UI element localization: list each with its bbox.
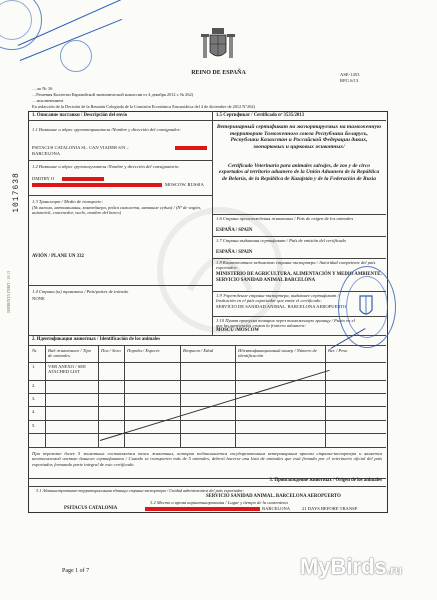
col-weight: Вес / Peso (328, 348, 348, 353)
section1-title: 1. Описание поставки / Descripción del envío (32, 113, 128, 118)
redaction-block (62, 177, 104, 181)
col-id-number: Идентификационный номер / Número de identificación (238, 348, 317, 359)
origin-country-value: ESPAÑA / SPAIN (216, 228, 253, 233)
issuing-country-label: 1.7 Страна выдавшая сертификат / País de emisión del certificado (216, 238, 346, 243)
transport-label: 1.3 Транспорт / Medio de transporte: (32, 199, 104, 204)
form-code: ASE-1453 (340, 72, 360, 77)
consignee-city: MOSCOW. RUSSIA (165, 182, 204, 187)
col-number: № (32, 348, 37, 353)
issuing-country-value: ESPAÑA / SPAIN (216, 250, 253, 255)
certificate-title-ru: Ветеринарный сертификат на экспортируемых на таможенную территорию Таможенного союза Республики Беларусь, Республики Казахстан и Российской Федерации диких, зоопарковых и цирковых животных/ (216, 124, 382, 150)
consignor-label: 1.1 Название и адрес грузоотправителя /Nombre y dirección del consignador: (32, 127, 182, 132)
table-row-number: 3. (32, 396, 36, 401)
admin-unit-value: SERVICIO SANIDAD ANIMAL. BARCELONA AEROPUERTO (206, 494, 341, 499)
transit-value: NONE (32, 296, 45, 301)
reference-line-2: …Решения Коллегии Евразийской экономической комиссии от 4 декабря 2012 г. № 262) (32, 92, 194, 97)
quarantine-place: PSITACUS CATALONIA (64, 506, 118, 511)
border-point-label: 1.10 Пункт пропуска товаров через таможенную границу / Punto en el que las mercancías cruzan la frontera aduanera: (216, 318, 355, 329)
issuing-institution-label: 1.9 Учреждение страны-экспортера, выдавшее сертификат / Institución en el país exportador que emite el certificado: (216, 293, 339, 304)
consignor-city: BARCELONA (32, 151, 61, 156)
certificate-number-label: 1.5 Сертификат / Certificado nº 3535/2013 (216, 113, 305, 118)
quarantine-city: BARCELONA (262, 506, 291, 511)
issuing-institution-value: SERVICIO DE SANIDAD ANIMAL. BARCELONA AEROPUERTO (216, 304, 347, 309)
reference-line-4: En redacción de la Decisión de la Reunión Colegiada de la Comisión Económica Euroasiática del 4 de diciembre de 2012 N°262) (32, 104, 255, 109)
admin-unit-label: 3.1 Административно-территориальная единица страны-экспортера / Unidad administrativa del país exportador: (36, 488, 245, 493)
animals-list-note: При перевозке более 5 животных составляется опись животных, которая подписывается государственным ветеринарным врачом страны-экспортера и является неотъемлемой частью данного сертификата / Cuando se transporten más de 5 animales, deberá hacerse una lista de animales que está firmada por el veterinario oficial del país exportador, formando parte integral de este certificado. (32, 451, 382, 467)
country-title: REINO DE ESPAÑA (191, 70, 246, 76)
watermark-logo-icon (150, 200, 290, 340)
consignee-value: DMITRY O (32, 176, 55, 181)
col-sex: Пол / Sexo (101, 348, 121, 353)
origin-country-label: 1.6 Страна происхождения животных / País de origen de los animales (216, 216, 354, 221)
redaction-block (145, 507, 260, 511)
reference-line-1: …ло № 16 (32, 86, 53, 91)
redaction-block (32, 183, 162, 187)
transit-label: 1.4 Страна (ы) транзита / País/países de tránsito (32, 289, 129, 294)
table-row-number: 2. (32, 383, 36, 388)
serial-number: 1017638 (11, 172, 21, 213)
table-row-number: 1. (32, 364, 36, 369)
competent-authority-label: 1.8 Компетентное ведомство страны-экспортера / Autoridad competente del país exportador: (216, 260, 376, 271)
page-number: Page 1 of 7 (62, 568, 90, 574)
col-type: Вид животного / Tipo de animales (48, 348, 92, 359)
transport-value: AVIÓN / PLANE UN 332 (32, 254, 84, 259)
competent-authority-value: MINISTERIO DE AGRICULTURA, ALIMENTACIÓN Y MEDIO AMBIENTE. SERVICIO SANIDAD ANIMAL BARCELONA (216, 272, 382, 283)
certificate-number: 3535/2013 (283, 113, 305, 118)
col-age: Возраст / Edad (183, 348, 214, 353)
quarantine-duration: 21 DAYS BEFORE TRANSP (302, 506, 358, 511)
certificate-title-es: Certificado Veterinario para animales salvajes, de zoo y de circo exportados al territorio aduanero de la Unión Aduanera de la República de Belarús, de la República de Kazajstán y de la Federación de Rusia (218, 163, 380, 182)
table-row-type: VER ANEXO / SEE ATACHED LIST (48, 364, 86, 375)
table-row-number: 5. (32, 423, 36, 428)
coat-of-arms-icon (198, 26, 238, 66)
form-revision: RFG 6/13 (340, 78, 359, 83)
mybirds-watermark: MyBirds.ru (300, 554, 403, 579)
col-species: Порода / Especie (127, 348, 160, 353)
consignee-label: 1.2 Название и адрес грузополучателя /Nombre y dirección del consignatario: (32, 164, 180, 169)
printer-note: IMPRENTA FNMT - 10/13 (7, 270, 12, 314)
transport-sublabel: (№ вагона, автомашины, контейнера, рейса самолета, название судна) / (Nº de vagón, automóvil, contenedor, vuelo, nombre del barco) (32, 205, 201, 216)
border-point-value: MOSCÚ /MOSCOW (216, 328, 260, 333)
table-row-number: 4. (32, 409, 36, 414)
consignor-value: PSITACUS CATALONIA SL. CAN VIADER S/N – (32, 145, 129, 150)
quarantine-label: 3.2 Место и время карантинирования / Lugar y tiempo de la cuarentena (150, 500, 288, 505)
section2-title: 2. Идентификация животных / Identificación de los animales (32, 337, 160, 342)
stamp-emblem-icon (356, 292, 376, 320)
section3-title: 3. Происхождение животных / Origen de los animales (269, 478, 382, 483)
reference-line-3: …исключением (32, 98, 64, 103)
redaction-block (175, 146, 207, 150)
